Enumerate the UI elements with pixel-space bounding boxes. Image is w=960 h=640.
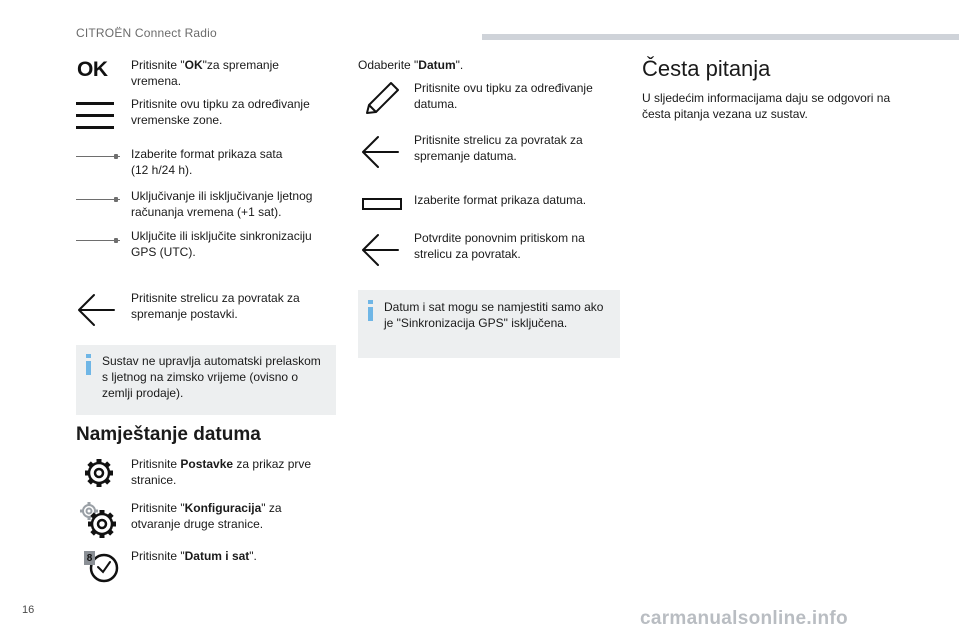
back-arrow-icon	[360, 232, 400, 268]
gear-icon	[84, 458, 114, 488]
back-arrow-icon	[76, 292, 116, 328]
note-box	[76, 345, 336, 415]
toggle-icon	[76, 195, 120, 203]
step-text: Pritisnite "Konfiguracija" za otvaranje druge stranice.	[131, 501, 282, 531]
note-text: Sustav ne upravlja automatski prelaskom s ljetnog na zimsko vrijeme (ovisno o zemlji prodaje).	[102, 354, 321, 400]
gears-icon	[78, 500, 118, 540]
header-title: CITROËN Connect Radio	[76, 26, 217, 40]
intro-text: Odaberite "Datum".	[358, 58, 464, 72]
watermark: carmanualsonline.info	[640, 608, 848, 629]
step-text: Uključite ili isključite sinkronizaciju GPS (UTC).	[131, 229, 312, 259]
step-text: Izaberite format prikaza datuma.	[414, 193, 587, 207]
ok-icon: OK	[77, 58, 108, 81]
pencil-icon	[364, 80, 404, 116]
faq-text: U sljedećim informacijama daju se odgovori na česta pitanja vezana uz sustav.	[642, 91, 891, 121]
step-text: Pritisnite ovu tipku za određivanje datuma.	[414, 81, 593, 111]
note-box	[358, 290, 620, 358]
page-number: 16	[22, 604, 35, 616]
step-text: Uključivanje ili isključivanje ljetnog računanja vremena (+1 sat).	[131, 189, 313, 219]
faq-title: Česta pitanja	[642, 56, 771, 81]
step-text: Pritisnite Postavke za prikaz prve stranice.	[131, 457, 312, 487]
menu-icon	[76, 102, 114, 130]
toggle-icon	[76, 236, 120, 244]
page-badge: 8	[86, 553, 93, 564]
rectangle-icon	[362, 198, 402, 210]
step-text: Izaberite format prikaza sata (12 h/24 h).	[131, 147, 283, 177]
step-text: Pritisnite strelicu za povratak za spremanje datuma.	[414, 133, 583, 163]
step-text: Potvrdite ponovnim pritiskom na strelicu za povratak.	[414, 231, 585, 261]
section-title: Namještanje datuma	[76, 424, 261, 445]
step-text: Pritisnite "Datum i sat".	[131, 549, 257, 563]
toggle-icon	[76, 152, 120, 160]
back-arrow-icon	[360, 134, 400, 170]
step-text: Pritisnite "OK"za spremanje vremena.	[131, 58, 279, 88]
note-text: Datum i sat mogu se namjestiti samo ako je "Sinkronizacija GPS" isključena.	[384, 300, 604, 330]
step-text: Pritisnite strelicu za povratak za spremanje postavki.	[131, 291, 300, 321]
step-text: Pritisnite ovu tipku za određivanje vremenske zone.	[131, 97, 310, 127]
header-rule	[482, 34, 959, 40]
